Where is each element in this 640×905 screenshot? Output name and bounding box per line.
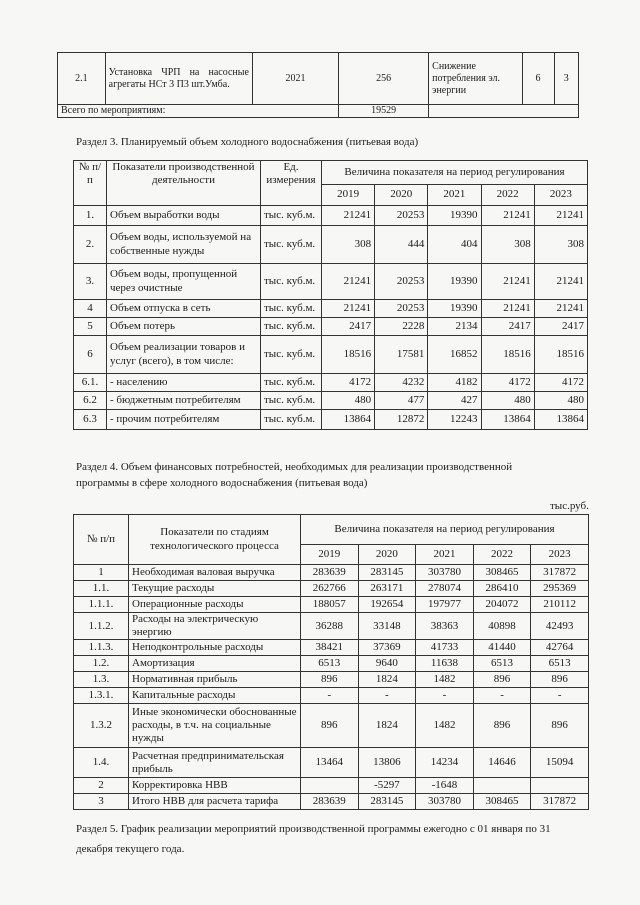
s4-row-value: 1482 [416,672,474,688]
s3-row-value: 18516 [322,336,375,374]
measure-name: Установка ЧРП на насосные агрегаты НСт 3 П3 шт.Умба. [105,53,252,105]
s3-row-value: 16852 [428,336,481,374]
s4-row-num: 1 [74,565,129,581]
s4-row-num: 1.1. [74,581,129,597]
s4-header-name: Показатели по стадиям технологического процесса [129,515,301,565]
s3-row-value: 19390 [428,300,481,318]
s3-row-value: 4182 [428,374,481,392]
s3-row-value: 4172 [322,374,375,392]
s4-row-value: 33148 [358,613,416,640]
s4-row-value: 278074 [416,581,474,597]
s3-row-name: - бюджетным потребителям [107,392,261,410]
s4-row-value: 38363 [416,613,474,640]
s4-row [74,672,589,688]
s4-row-value: 204072 [473,597,531,613]
s4-row-name: Неподконтрольные расходы [129,640,301,656]
s3-row-value: 21241 [481,264,534,300]
measure-col6: 3 [554,53,578,105]
s3-row-value: 13864 [322,410,375,430]
financial-needs-table [73,514,589,810]
s4-row-value: 1824 [358,672,416,688]
s4-row-value: 1824 [358,704,416,748]
s3-row-value: 2228 [375,318,428,336]
s4-row-value: 308465 [473,794,531,810]
s3-row-value: 20253 [375,206,428,226]
s4-row-value: 283639 [301,565,359,581]
s3-year: 2020 [375,185,428,206]
s3-row-num: 1. [74,206,107,226]
s4-row-value: 283145 [358,565,416,581]
s3-row-value: 21241 [322,264,375,300]
s4-row-name: Операционные расходы [129,597,301,613]
s3-row-value: 21241 [481,206,534,226]
s4-row [74,565,589,581]
s4-row-value: 41733 [416,640,474,656]
s4-row-value: - [531,688,589,704]
s3-row-value: 308 [481,226,534,264]
s3-row-value: 21241 [534,264,587,300]
s3-row [74,226,588,264]
s4-year: 2022 [473,545,531,565]
s4-row-value [473,778,531,794]
s4-row-value: 36288 [301,613,359,640]
s3-row-value: 13864 [481,410,534,430]
s4-row-value: 896 [531,672,589,688]
s3-year: 2023 [534,185,587,206]
s4-row-value: 14646 [473,748,531,778]
s3-row-value: 21241 [322,206,375,226]
s3-header-num: № п/п [74,161,107,206]
section4-heading-line1: Раздел 4. Объем финансовых потребностей, необходимых для реализации производственной [76,461,513,473]
s3-row-num: 6.2 [74,392,107,410]
section5-line2: декабря текущего года. [76,843,185,855]
s4-row-value: 192654 [358,597,416,613]
s3-row-name: - прочим потребителям [107,410,261,430]
s4-row-num: 1.3. [74,672,129,688]
s3-row-value: 427 [428,392,481,410]
s4-row-value: 896 [531,704,589,748]
s4-row-value: 13464 [301,748,359,778]
s4-row-value: 197977 [416,597,474,613]
s4-row-value: 283145 [358,794,416,810]
s3-row-unit: тыс. куб.м. [261,264,322,300]
s4-row-value: 40898 [473,613,531,640]
s4-row-name: Иные экономически обоснованные расходы, в т.ч. на социальные нужды [129,704,301,748]
s4-row [74,597,589,613]
s3-row-unit: тыс. куб.м. [261,392,322,410]
s3-row-value: 308 [534,226,587,264]
s4-row-value: 210112 [531,597,589,613]
s4-row-name: Корректировка НВВ [129,778,301,794]
s3-year: 2022 [481,185,534,206]
s4-row [74,656,589,672]
s4-row [74,640,589,656]
s4-row-value: 286410 [473,581,531,597]
s4-row [74,688,589,704]
s3-row-value: 4172 [481,374,534,392]
s4-row-name: Амортизация [129,656,301,672]
s4-row-name: Расходы на электрическую энергию [129,613,301,640]
s4-row-value: 896 [301,672,359,688]
s3-row-num: 6 [74,336,107,374]
s4-header-num: № п/п [74,515,129,565]
s3-row-value: 13864 [534,410,587,430]
s4-row-value: 295369 [531,581,589,597]
s3-row-value: 2134 [428,318,481,336]
s3-row-value: 4172 [534,374,587,392]
s4-row-value: 317872 [531,794,589,810]
s4-row-value: - [358,688,416,704]
measure-effect: Снижение потребления эл. энергии [429,53,522,105]
s4-row-value: 6513 [531,656,589,672]
s4-row-value: -1648 [416,778,474,794]
s3-row-value: 18516 [534,336,587,374]
s4-row-value: -5297 [358,778,416,794]
s4-row-value: - [416,688,474,704]
s3-row [74,300,588,318]
s4-row-num: 2 [74,778,129,794]
s3-row-value: 20253 [375,300,428,318]
s3-row-value: 2417 [534,318,587,336]
s3-row-value: 12872 [375,410,428,430]
s4-row-value: 13806 [358,748,416,778]
s3-row-unit: тыс. куб.м. [261,226,322,264]
s4-row-num: 1.4. [74,748,129,778]
s3-row-num: 2. [74,226,107,264]
s4-row-value: 303780 [416,565,474,581]
s4-row-value: 262766 [301,581,359,597]
section4-unit: тыс.руб. [550,500,589,512]
s3-row-num: 6.3 [74,410,107,430]
s4-row-value: 42764 [531,640,589,656]
s3-row-unit: тыс. куб.м. [261,318,322,336]
s4-row-value: 38421 [301,640,359,656]
s3-row [74,264,588,300]
s3-row [74,410,588,430]
s3-row-unit: тыс. куб.м. [261,300,322,318]
s4-row-value: 308465 [473,565,531,581]
measure-num: 2.1 [58,53,106,105]
s4-row-value: 283639 [301,794,359,810]
s3-row-name: Объем потерь [107,318,261,336]
s4-year: 2019 [301,545,359,565]
measures-table [57,52,579,118]
s3-row-num: 4 [74,300,107,318]
s3-row-value: 18516 [481,336,534,374]
s3-row-value: 17581 [375,336,428,374]
s4-row-num: 1.1.2. [74,613,129,640]
s3-row-name: Объем выработки воды [107,206,261,226]
s4-row-value: - [473,688,531,704]
s3-row-name: - населению [107,374,261,392]
s4-row-name: Итого НВВ для расчета тарифа [129,794,301,810]
s3-row-value: 308 [322,226,375,264]
s4-row-name: Необходимая валовая выручка [129,565,301,581]
s4-row [74,778,589,794]
s3-row [74,336,588,374]
s3-row-value: 12243 [428,410,481,430]
s3-row-name: Объем воды, пропущенной через очистные [107,264,261,300]
s3-row-value: 2417 [322,318,375,336]
measure-cost: 256 [339,53,429,105]
s3-row-value: 21241 [534,206,587,226]
s3-row-name: Объем воды, используемой на собственные нужды [107,226,261,264]
s3-row-name: Объем реализации товаров и услуг (всего), в том числе: [107,336,261,374]
s4-row [74,748,589,778]
measure-col5: 6 [522,53,554,105]
s4-row-value: 42493 [531,613,589,640]
s3-row-value: 19390 [428,264,481,300]
s3-row-value: 480 [481,392,534,410]
s3-header-name: Показатели производственной деятельности [107,161,261,206]
s4-row-num: 1.1.3. [74,640,129,656]
s4-row-num: 1.1.1. [74,597,129,613]
s4-header-period: Величина показателя на период регулирования [301,515,589,545]
s4-row-name: Расчетная предпринимательская прибыль [129,748,301,778]
s4-row-value [301,778,359,794]
s3-row-value: 477 [375,392,428,410]
s4-row [74,704,589,748]
s4-year: 2021 [416,545,474,565]
s4-row-value: 896 [301,704,359,748]
s3-row [74,318,588,336]
s3-row-value: 480 [322,392,375,410]
s4-row [74,581,589,597]
s3-row-value: 19390 [428,206,481,226]
s4-row-value: 896 [473,704,531,748]
s4-row-value [531,778,589,794]
s4-row-value: 188057 [301,597,359,613]
s3-year: 2019 [322,185,375,206]
s4-row-value: 11638 [416,656,474,672]
s4-row-value: 14234 [416,748,474,778]
s3-row-value: 21241 [322,300,375,318]
s4-row-name: Капитальные расходы [129,688,301,704]
s3-row [74,206,588,226]
s4-row-value: 303780 [416,794,474,810]
s3-row-value: 404 [428,226,481,264]
s3-header-unit: Ед. измерения [261,161,322,206]
s4-row-num: 1.2. [74,656,129,672]
s4-row-num: 3 [74,794,129,810]
measures-total-label: Всего по мероприятиям: [58,105,339,118]
s4-row-value: 15094 [531,748,589,778]
measure-year: 2021 [252,53,338,105]
s4-row [74,613,589,640]
section4-heading-line2: программы в сфере холодного водоснабжения (питьевая вода) [76,477,368,489]
s4-row-value: 41440 [473,640,531,656]
s4-row-value: 263171 [358,581,416,597]
s3-row-unit: тыс. куб.м. [261,410,322,430]
s3-row-value: 480 [534,392,587,410]
s4-row-value: 37369 [358,640,416,656]
s4-row [74,794,589,810]
s3-row-value: 2417 [481,318,534,336]
s3-row-num: 3. [74,264,107,300]
s4-row-value: 6513 [301,656,359,672]
s3-row-value: 21241 [481,300,534,318]
s3-row-value: 20253 [375,264,428,300]
s3-row-value: 21241 [534,300,587,318]
s4-row-value: 1482 [416,704,474,748]
s4-row-name: Текущие расходы [129,581,301,597]
water-volume-table [73,160,588,430]
s4-year: 2023 [531,545,589,565]
s3-row-value: 4232 [375,374,428,392]
measures-total-empty [429,105,579,118]
s3-header-period: Величина показателя на период регулирования [322,161,588,185]
s3-row-value: 444 [375,226,428,264]
s3-row-num: 5 [74,318,107,336]
s4-row-value: - [301,688,359,704]
s3-row-name: Объем отпуска в сеть [107,300,261,318]
s4-row-value: 896 [473,672,531,688]
measures-total-value: 19529 [339,105,429,118]
s3-year: 2021 [428,185,481,206]
section5-line1: Раздел 5. График реализации мероприятий производственной программы ежегодно с 01 января по 31 [76,823,551,835]
s4-row-value: 6513 [473,656,531,672]
s3-row-unit: тыс. куб.м. [261,374,322,392]
s4-row-num: 1.3.1. [74,688,129,704]
s4-row-num: 1.3.2 [74,704,129,748]
s3-row-unit: тыс. куб.м. [261,206,322,226]
s4-row-value: 317872 [531,565,589,581]
s4-row-value: 9640 [358,656,416,672]
s4-year: 2020 [358,545,416,565]
s3-row [74,374,588,392]
s3-row-unit: тыс. куб.м. [261,336,322,374]
section3-heading: Раздел 3. Планируемый объем холодного водоснабжения (питьевая вода) [76,136,419,148]
s3-row-num: 6.1. [74,374,107,392]
s4-row-name: Нормативная прибыль [129,672,301,688]
s3-row [74,392,588,410]
